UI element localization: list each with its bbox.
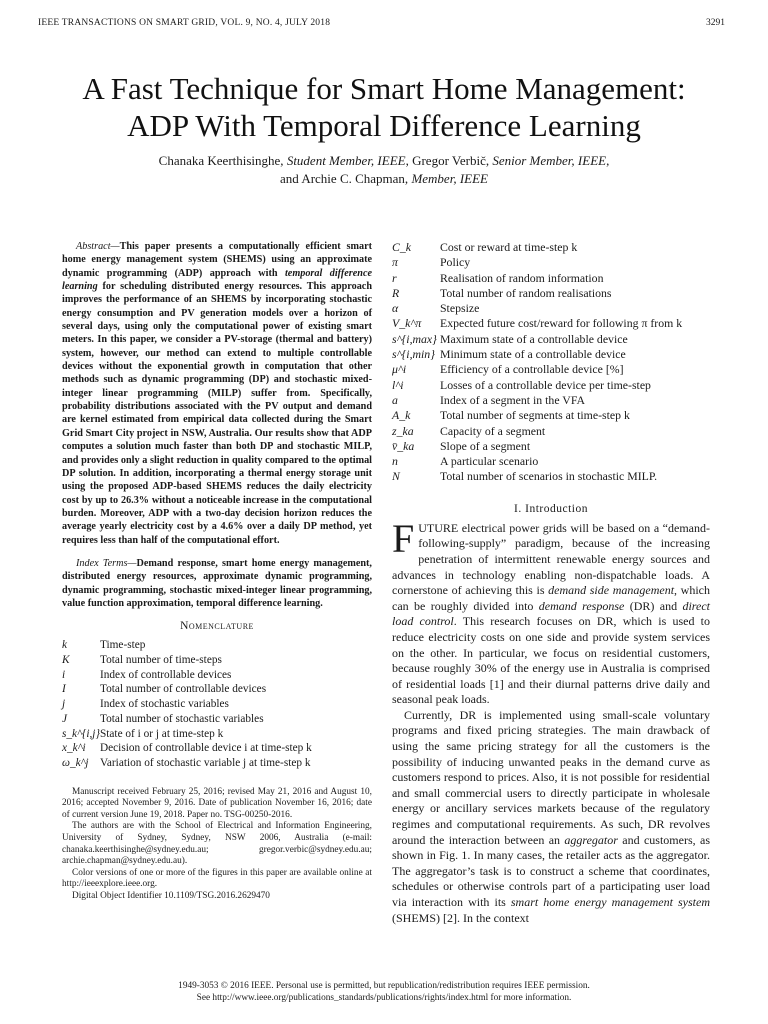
intro-paragraph-1: FUTURE electrical power grids will be based on a “demand-following-supply” paradigm, because of the increasing penetration of intermittent renewable energy sources and advances in technology enabling non-dispatchable loads. A cornerstone of achieving this is demand side management, which can be roughly divided into demand response (DR) and direct load control. This research focuses on DR, which is used to reduce electricity costs on one side and provide system services on the other. In particular, we focus on residential customers, because roughly 30% of the energy use in Australia is comprised of residential loads [1] and their diurnal patterns drive daily and seasonal peak loads. <box>392 515 710 707</box>
nomenclature-item: s^{i,min} Minimum state of a controllable device <box>392 347 626 362</box>
author-2-role: Senior Member, IEEE <box>492 153 607 168</box>
nomenclature-item: K Total number of time-steps <box>62 653 222 666</box>
copyright-line-1: 1949-3053 © 2016 IEEE. Personal use is permitted, but republication/redistribution requires IEEE permission. <box>178 981 590 991</box>
paper-title <box>0 70 768 144</box>
title-line-2: ADP With Temporal Difference Learning <box>127 108 641 143</box>
nomenclature-list-left <box>62 638 372 770</box>
nomenclature-item: ω_k^j Variation of stochastic variable j at time-step k <box>62 756 311 769</box>
index-terms-lead: Index Terms— <box>76 557 137 569</box>
right-column <box>392 240 710 926</box>
index-terms: Index Terms—Demand response, smart home energy management, distributed energy resources, approximate dynamic programming, dynamic programming, stochastic mixed-integer linear programming, value function approximation, temporal difference learning. <box>62 557 372 609</box>
intro-paragraph-2: Currently, DR is implemented using small-scale voluntary programs and fixed pricing strategies. The main drawback of using the same pricing strategy for all the customers is the possibility of inducing unwanted peaks in the demand curve as customers respond to prices. Also, it is not possible for residential and small commercial users to directly participate in wholesale energy or ancillary services markets because of the regulatory regimes and computational requirements. As such, DR revolves around the interaction between an aggregator and customers, as shown in Fig. 1. In many cases, the retailer acts as the aggregator. The aggregator’s task is to construct a scheme that coordinates, schedules or otherwise controls part of a participating user load via interaction with its smart home energy management system (SHEMS) [2]. In the context <box>392 707 710 925</box>
nomenclature-item: z_ka Capacity of a segment <box>392 423 546 438</box>
author-3-role: Member, IEEE <box>411 171 488 186</box>
footnote-manuscript: Manuscript received February 25, 2016; revised May 21, 2016 and August 10, 2016; accepted November 9, 2016. Date of publication November 16, 2016; date of current version June 19, 2018. Paper no. TSG-00250-2016. <box>62 786 372 820</box>
nomenclature-item: V_k^π Expected future cost/reward for following π from k <box>392 316 683 331</box>
page-number: 3291 <box>706 18 725 28</box>
left-column <box>62 240 372 903</box>
nomenclature-item: N Total number of scenarios in stochastic MILP. <box>392 469 658 484</box>
nomenclature-item: s^{i,max} Maximum state of a controllable device <box>392 331 628 346</box>
nomenclature-list-right <box>392 240 710 485</box>
footnotes <box>62 787 372 903</box>
nomenclature-item: R Total number of random realisations <box>392 285 612 300</box>
copyright-line-2: See http://www.ieee.org/publications_standards/publications/rights/index.html for more information. <box>196 993 572 1003</box>
nomenclature-item: C_k Cost or reward at time-step k <box>392 240 578 254</box>
drop-cap: F <box>392 515 415 561</box>
nomenclature-item: k Time-step <box>62 639 146 652</box>
footnote-color: Color versions of one or more of the figures in this paper are available online at http://ieeexplore.ieee.org. <box>62 867 372 890</box>
abstract-lead: Abstract— <box>76 241 120 252</box>
nomenclature-item: J Total number of stochastic variables <box>62 712 264 725</box>
nomenclature-item: I Total number of controllable devices <box>62 683 267 696</box>
author-list: Chanaka Keerthisinghe, Student Member, IEEE, Gregor Verbič, Senior Member, IEEE, and Archie C. Chapman, Member, IEEE <box>158 153 610 186</box>
footnote-doi: Digital Object Identifier 10.1109/TSG.2016.2629470 <box>72 890 270 901</box>
nomenclature-item: v̄_ka Slope of a segment <box>392 438 531 453</box>
nomenclature-item: l^i Losses of a controllable device per time-step <box>392 377 651 392</box>
nomenclature-item: π Policy <box>392 255 471 270</box>
author-1-role: Student Member, IEEE <box>286 153 406 168</box>
author-2: , Gregor Verbič, <box>405 153 493 168</box>
nomenclature-item: a Index of a segment in the VFA <box>392 392 586 407</box>
running-header: IEEE TRANSACTIONS ON SMART GRID, VOL. 9, NO. 4, JULY 2018 <box>38 18 331 28</box>
nomenclature-item: r Realisation of random information <box>392 270 604 285</box>
nomenclature-item: j Index of stochastic variables <box>62 698 229 711</box>
nomenclature-heading: Nomenclature <box>180 620 254 633</box>
nomenclature-item: x_k^i Decision of controllable device i at time-step k <box>62 742 312 755</box>
title-line-1: A Fast Technique for Smart Home Management: <box>82 71 686 106</box>
introduction-heading: I. Introduction <box>514 502 588 515</box>
nomenclature-item: μ^i Efficiency of a controllable device [%] <box>392 362 624 377</box>
author-3: and Archie C. Chapman, <box>280 171 412 186</box>
nomenclature-item: A_k Total number of segments at time-step k <box>392 408 630 423</box>
nomenclature-item: s_k^{i,j} State of i or j at time-step k <box>62 727 224 740</box>
nomenclature-item: α Stepsize <box>392 301 480 316</box>
footnote-affiliation: The authors are with the School of Electrical and Information Engineering, University of Sydney, Sydney, NSW 2006, Australia (e-mail: chanaka.keerthisinghe@sydney.edu.au; gregor.verbic@sydney.edu.au; archie.chapman@sydney.edu.au). <box>62 821 372 867</box>
abstract: Abstract—This paper presents a computationally efficient smart home energy management system (SHEMS) using an approximate dynamic programming (ADP) approach with temporal difference learning for scheduling distributed energy resources. This approach improves the performance of an SHEMS by incorporating stochastic energy consumption and PV generation models over a horizon of several days, using only the computational power of existing smart meters. In this paper, we consider a PV-storage (thermal and battery) system, however, our method can extend to multiple controllable devices without the exponential growth in computation that other methods such as dynamic programming (DP) and stochastic mixed-integer linear programming (MILP) suffer from. Specifically, probability distributions associated with the PV output and demand are kernel estimated from empirical data collected during the Smart Grid Smart City project in NSW, Australia. Our results show that ADP computes a solution much faster than both DP and stochastic MILP, and provides only a slight reduction in quality compared to the optimal DP solution. In addition, incorporating a thermal energy storage unit using the proposed ADP-based SHEMS reduces the daily electricity cost by up to 26.3% without a noticeable increase in the computational burden. Moreover, ADP with a two-day decision horizon reduces the average yearly electricity cost by a 4.6% over a daily DP method, yet requires less than half of the computational effort. <box>62 241 372 546</box>
nomenclature-item: i Index of controllable devices <box>62 668 232 681</box>
nomenclature-item: n A particular scenario <box>392 454 539 469</box>
author-1: Chanaka Keerthisinghe, <box>158 153 287 168</box>
copyright-notice <box>0 980 768 1004</box>
